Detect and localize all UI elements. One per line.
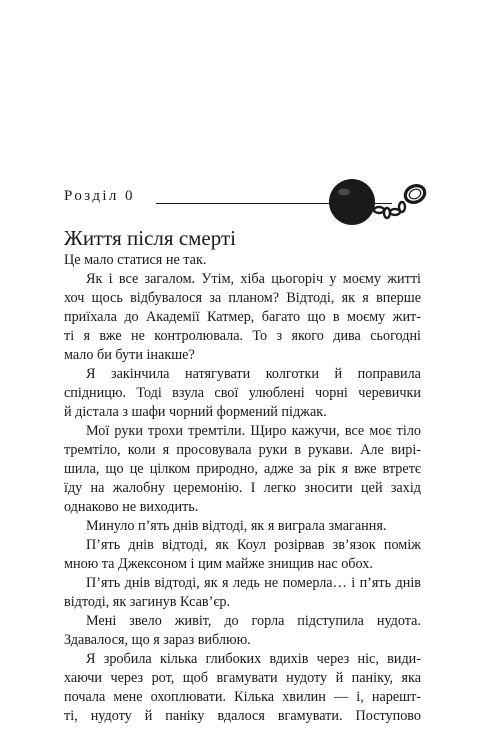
text-line: й дістала з шафи чорний формений піджак. bbox=[64, 404, 327, 420]
text-line: Здавалося, що я зараз виблюю. bbox=[64, 632, 251, 648]
text-line: П’ять днів відтоді, як Коул розірвав зв’язок поміж bbox=[86, 537, 421, 553]
text-line: шила, що це цілком природно, адже за рік я вже втретє bbox=[64, 461, 421, 477]
ball-and-chain-icon bbox=[320, 176, 428, 228]
text-line: ті, нудоту й паніку вдалося вгамувати. Поступово bbox=[64, 708, 421, 724]
text-line: почала мене охоплювати. Кілька хвилин — і, нарешт- bbox=[64, 689, 421, 705]
text-line: спідницю. Тоді взула свої улюблені чорні черевички bbox=[64, 385, 421, 401]
chapter-number-label: Розділ 0 bbox=[64, 188, 135, 204]
text-line: Мені звело живіт, до горла підступила нудота. bbox=[86, 613, 421, 629]
text-line: хоч щось відбувалося за планом? Відтоді, як я вперше bbox=[64, 290, 421, 306]
body-text bbox=[64, 251, 421, 726]
text-line: П’ять днів відтоді, як я ледь не померла… і п’ять днів bbox=[86, 575, 421, 591]
text-line: їду на жалобну церемонію. І легко зносити цей захід bbox=[64, 480, 421, 496]
text-line: ті я вже не контролювала. То з якого дива сьогодні bbox=[64, 328, 421, 344]
text-line: хаючи через рот, щоб вгамувати нудоту й паніку, яка bbox=[64, 670, 421, 686]
chapter-title: Життя після смерті bbox=[64, 226, 236, 250]
text-line: Це мало статися не так. bbox=[64, 252, 207, 268]
text-line: Я зробила кілька глибоких вдихів через ніс, види- bbox=[86, 651, 421, 667]
text-line: відтоді, як загинув Ксав’єр. bbox=[64, 594, 231, 610]
text-line: однаково не виходить. bbox=[64, 499, 199, 515]
text-line: Минуло п’ять днів відтоді, як я виграла змагання. bbox=[86, 518, 387, 534]
text-line: Мої руки трохи тремтіли. Щиро кажучи, все моє тіло bbox=[86, 423, 421, 439]
text-line: мною та Джексоном і цим майже знищив нас обох. bbox=[64, 556, 373, 572]
text-line: Я закінчила натягувати колготки й поправила bbox=[86, 366, 421, 382]
text-line: тремтіло, коли я просовувала руки в рукави. Але вирі- bbox=[64, 442, 421, 458]
text-line: Як і все загалом. Утім, хіба цьогоріч у моєму житті bbox=[86, 271, 421, 287]
text-line: мало би бути інакше? bbox=[64, 347, 195, 363]
chapter-header bbox=[64, 176, 426, 228]
text-line: приїхала до Академії Катмер, багато що в моєму жит- bbox=[64, 309, 421, 325]
